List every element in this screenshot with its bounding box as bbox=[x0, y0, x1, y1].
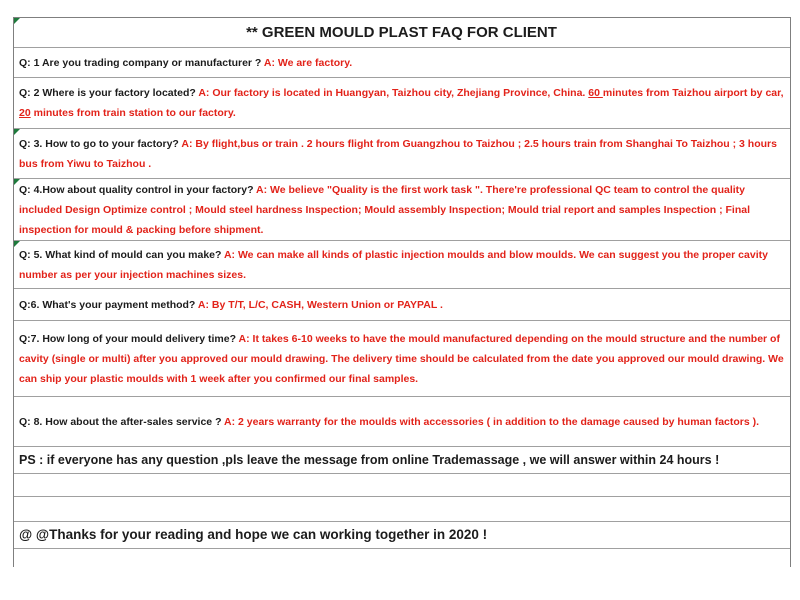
faq-row-q1 bbox=[14, 48, 790, 78]
answer-text: A: We believe "Quality is the first work task ". There're professional QC team to control the quality included Design Optimize control ; Mould steel hardness Inspection; Mould assembly Inspection; Mould trial report and samples Inspection ; Final inspection for mould & packing before shipment. bbox=[19, 183, 751, 236]
faq-row-q7 bbox=[14, 321, 790, 397]
answer-text: A: We can make all kinds of plastic injection moulds and blow moulds. We can suggest you the proper cavity number as per your injection machines sizes. bbox=[19, 248, 768, 281]
row-text bbox=[14, 134, 790, 174]
answer-text: A: By flight,bus or train . 2 hours flight from Guangzhou to Taizhou ; 2.5 hours train from Shanghai To Taizhou ; 3 hours bus from Yiwu to Taizhou . bbox=[19, 137, 777, 170]
question-text: @ @Thanks for your reading and hope we can working together in 2020 ! bbox=[19, 527, 488, 542]
question-text: Q: 2 Where is your factory located? bbox=[19, 87, 199, 99]
answer-text: A: By T/T, L/C, CASH, Western Union or PAYPAL . bbox=[197, 298, 443, 311]
faq-row-empty-3 bbox=[14, 549, 790, 567]
faq-row-q5 bbox=[14, 241, 790, 289]
answer-text: minutes from train station to our factory. bbox=[30, 107, 236, 119]
answer-text: A: 2 years warranty for the moulds with accessories ( in addition to the damage caused by human factors ). bbox=[224, 415, 760, 428]
row-text bbox=[14, 180, 790, 240]
faq-row-empty-1 bbox=[14, 474, 790, 497]
row-text bbox=[14, 23, 790, 43]
faq-row-ps-note bbox=[14, 447, 790, 474]
faq-row-title bbox=[14, 18, 790, 48]
answer-text: A: We are factory. bbox=[263, 56, 353, 69]
faq-row-thanks bbox=[14, 522, 790, 549]
cell-corner-flag-icon bbox=[14, 129, 20, 135]
cell-corner-flag-icon bbox=[14, 179, 20, 185]
question-text: Q: 3. How to go to your factory? bbox=[19, 137, 182, 150]
row-text bbox=[14, 245, 790, 285]
row-text bbox=[14, 329, 790, 389]
faq-row-q2 bbox=[14, 78, 790, 129]
cell-corner-flag-icon bbox=[14, 241, 20, 247]
faq-row-q6 bbox=[14, 289, 790, 321]
row-text bbox=[14, 450, 790, 470]
question-text: Q: 5. What kind of mould can you make? bbox=[19, 248, 224, 261]
question-text: ** GREEN MOULD PLAST FAQ FOR CLIENT bbox=[246, 23, 557, 41]
question-text: Q:7. How long of your mould delivery time? bbox=[19, 332, 239, 345]
question-text: Q: 4.How about quality control in your factory? bbox=[19, 183, 257, 196]
row-text bbox=[14, 83, 790, 123]
row-text bbox=[14, 53, 790, 73]
faq-row-q3 bbox=[14, 129, 790, 179]
answer-text: 20 bbox=[19, 107, 31, 119]
answer-text: A: Our factory is located in Huangyan, Taizhou city, Zhejiang Province, China. bbox=[198, 87, 589, 99]
row-text bbox=[14, 412, 790, 432]
row-text bbox=[14, 525, 790, 545]
answer-text: 60 bbox=[588, 87, 603, 99]
faq-row-empty-2 bbox=[14, 497, 790, 522]
faq-row-q8 bbox=[14, 397, 790, 447]
faq-table bbox=[13, 17, 791, 567]
answer-text: A: It takes 6-10 weeks to have the mould manufactured depending on the mould structure and the number of cavity (single or multi) after you approved our mould drawing. The delivery time should be calculated from the date you approved our mould drawing. We can ship your plastic moulds with 1 week after you confirmed our final samples. bbox=[19, 332, 784, 385]
question-text: Q: 1 Are you trading company or manufacturer ? bbox=[19, 56, 264, 69]
faq-row-q4 bbox=[14, 179, 790, 241]
row-text bbox=[14, 295, 790, 315]
answer-text: minutes from Taizhou airport by car, bbox=[602, 87, 784, 99]
question-text: Q: 8. How about the after-sales service ? bbox=[19, 415, 225, 428]
question-text: Q:6. What's your payment method? bbox=[19, 298, 198, 311]
question-text: PS : if everyone has any question ,pls leave the message from online Trademassage , we will answer within 24 hours ! bbox=[19, 453, 720, 467]
cell-corner-flag-icon bbox=[14, 18, 20, 24]
